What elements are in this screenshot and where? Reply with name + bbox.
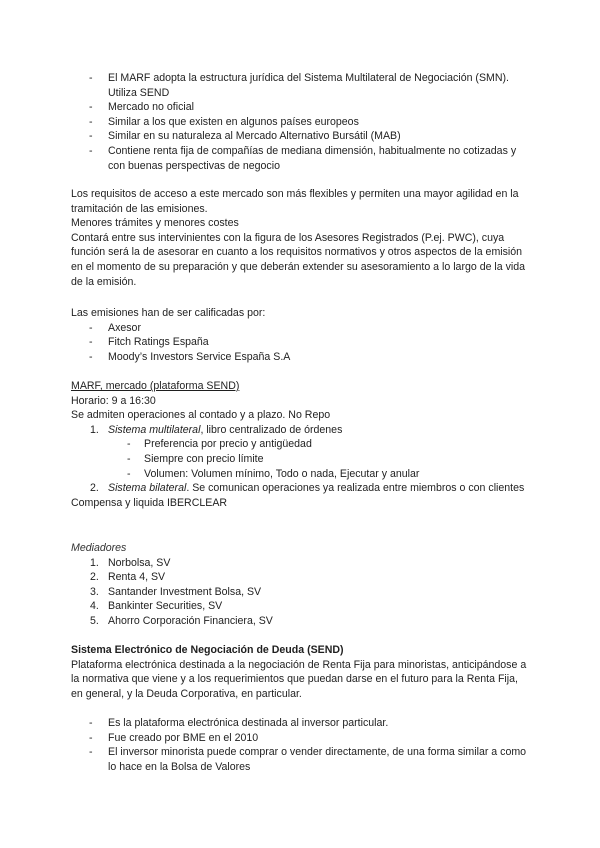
- sistema-multilateral-sublist: [71, 437, 531, 481]
- sistema-label: Sistema multilateral: [108, 423, 201, 436]
- list-item: - Volumen: Volumen mínimo, Todo o nada, Ejecutar y anular: [71, 467, 531, 482]
- list-item: - Moody’s Investors Service España S.A: [71, 350, 531, 365]
- requisitos-costes: Menores trámites y menores costes: [71, 217, 239, 230]
- asesores-paragraph: Contará entre sus intervinientes con la figura de los Asesores Registrados (P.ej. PWC), cuya función será la de asesorar en cuanto a los requisitos normativos y otros aspectos de la emisión en el momento de su preparación y que deberán extender su asesoramiento a lo largo de la vida de la emisión.: [71, 231, 526, 288]
- list-item: - Fitch Ratings España: [71, 335, 531, 350]
- list-item: [71, 570, 531, 585]
- mediador-name: Ahorro Corporación Financiera, SV: [108, 614, 273, 627]
- list-number: 1.: [90, 556, 99, 569]
- list-item: - El inversor minorista puede comprar o vender directamente, de una forma similar a como lo hace en la Bolsa de Valores: [71, 745, 531, 774]
- list-item: - Siempre con precio límite: [71, 452, 531, 467]
- list-number: 3.: [90, 585, 99, 598]
- sistema-label: Sistema bilateral: [108, 482, 187, 495]
- list-item: - Mercado no oficial: [71, 100, 531, 115]
- mediadores-section: [71, 541, 531, 629]
- requisitos-section: [71, 187, 531, 289]
- send-intro: Plataforma electrónica destinada a la negociación de Renta Fija para minoristas, anticipándose a la normativa que viene y a los requerimientos que puedan darse en el futuro para la Renta Fija, en general, y la Deuda Corporativa, en particular.: [71, 658, 527, 700]
- mediadores-heading: Mediadores: [71, 542, 127, 554]
- compensa-text: Compensa y liquida IBERCLEAR: [71, 496, 228, 509]
- list-item: [71, 556, 531, 571]
- list-item: [71, 599, 531, 614]
- list-item: - Es la plataforma electrónica destinada al inversor particular.: [71, 716, 531, 731]
- section-title: Sistema Electrónico de Negociación de Deuda (SEND): [71, 644, 344, 656]
- list-number: 4.: [90, 600, 99, 613]
- mediador-name: Renta 4, SV: [108, 571, 166, 584]
- sistemas-list-continued: [71, 481, 531, 496]
- list-item: [71, 614, 531, 629]
- requisitos-paragraph: Los requisitos de acceso a este mercado son más flexibles y permiten una mayor agilidad en la tramitación de las emisiones.: [71, 188, 519, 215]
- list-item: [71, 423, 531, 438]
- mediadores-list: [71, 556, 531, 629]
- marf-features-list: [71, 71, 531, 173]
- send-features-list: [71, 716, 531, 774]
- list-number: 2.: [90, 482, 99, 495]
- emisiones-heading: Las emisiones han de ser calificadas por:: [71, 307, 266, 319]
- list-item: - El MARF adopta la estructura jurídica del Sistema Multilateral de Negociación (SMN). Utiliza SEND: [71, 71, 531, 100]
- list-item: - Similar en su naturaleza al Mercado Alternativo Bursátil (MAB): [71, 129, 531, 144]
- sistema-text: . Se comunican operaciones ya realizada entre miembros o con clientes: [186, 482, 525, 495]
- sistemas-list: [71, 423, 531, 438]
- marf-mercado-section: [71, 379, 531, 510]
- emisiones-section: [71, 306, 531, 364]
- list-number: 5.: [90, 614, 99, 627]
- list-number: 2.: [90, 571, 99, 584]
- send-section: [71, 643, 531, 701]
- sistema-text: , libro centralizado de órdenes: [200, 423, 343, 436]
- list-item: [71, 585, 531, 600]
- operaciones-text: Se admiten operaciones al contado y a plazo. No Repo: [71, 409, 331, 422]
- list-item: - Axesor: [71, 321, 531, 336]
- list-item: - Fue creado por BME en el 2010: [71, 731, 531, 746]
- section-title: MARF, mercado (plataforma SEND): [71, 380, 240, 392]
- horario-text: Horario: 9 a 16:30: [71, 394, 156, 407]
- list-item: [71, 481, 531, 496]
- mediador-name: Santander Investment Bolsa, SV: [108, 585, 262, 598]
- mediador-name: Bankinter Securities, SV: [108, 600, 223, 613]
- list-item: - Preferencia por precio y antigüedad: [71, 437, 531, 452]
- list-item: - Contiene renta fija de compañías de mediana dimensión, habitualmente no cotizadas y con buenas perspectivas de negocio: [71, 144, 531, 173]
- list-item: - Similar a los que existen en algunos países europeos: [71, 115, 531, 130]
- list-number: 1.: [90, 423, 99, 436]
- mediador-name: Norbolsa, SV: [108, 556, 171, 569]
- rating-agencies-list: [71, 321, 531, 365]
